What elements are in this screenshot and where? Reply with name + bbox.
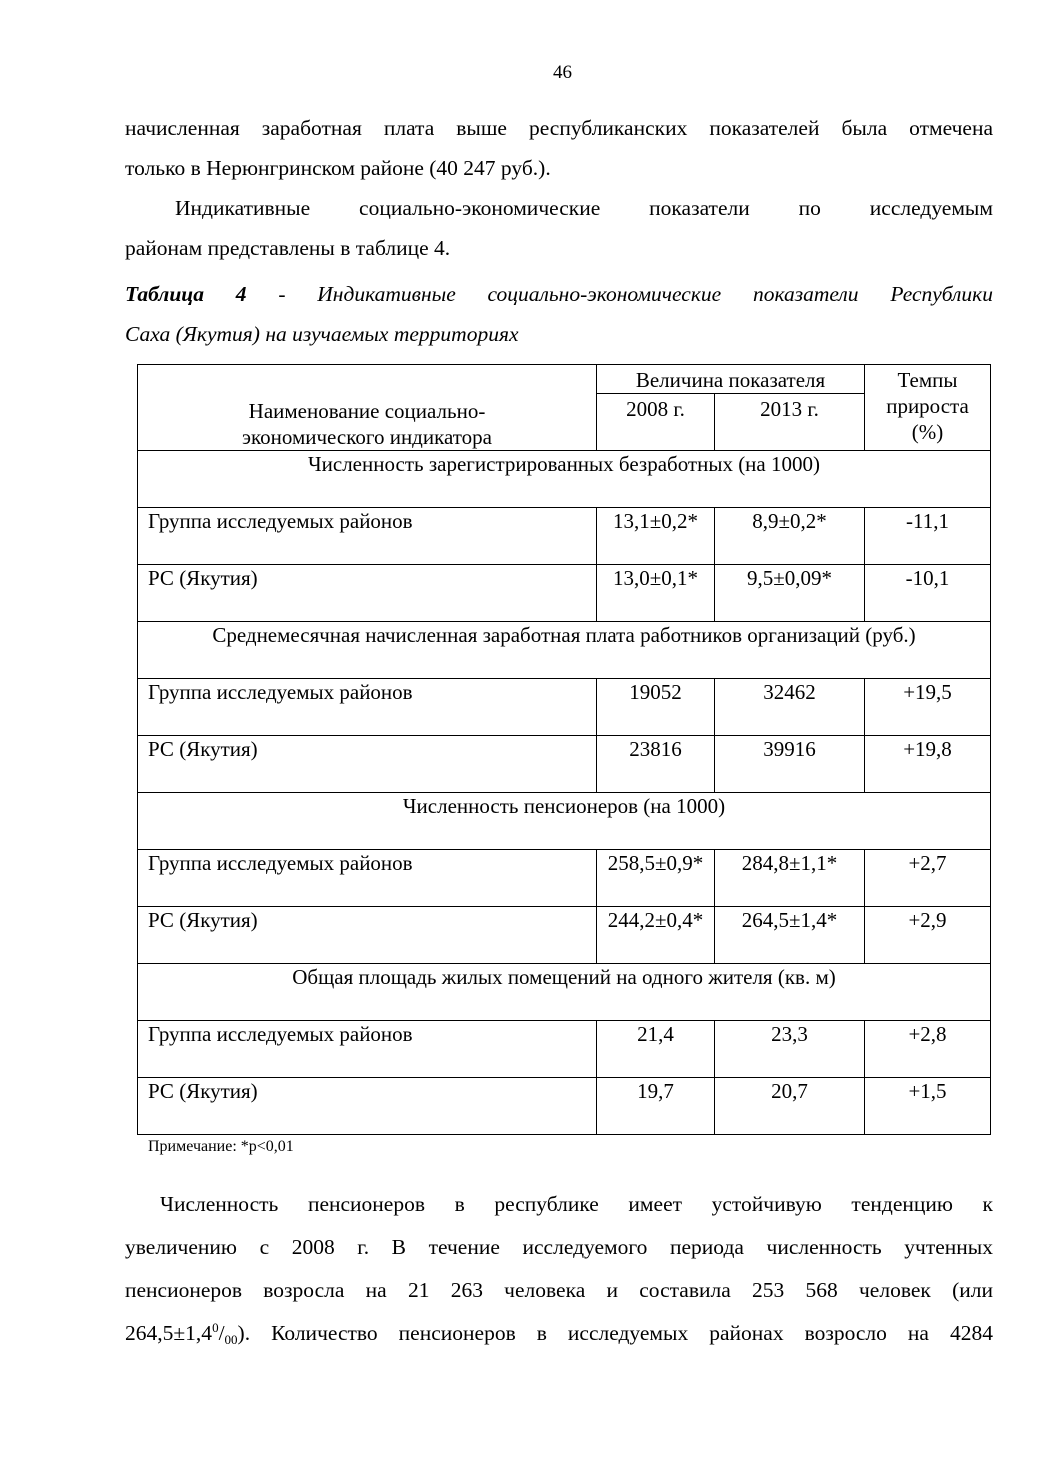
intro-line: только в Нерюнгринском районе (40 247 руб.). [125,156,551,180]
intro-line: районам представлены в таблице 4. [125,236,451,260]
value-2013: 284,8±1,1* [715,850,865,907]
growth-value: +2,8 [865,1021,991,1078]
value-2008: 258,5±0,9* [597,850,715,907]
value-2013: 32462 [715,679,865,736]
table-row [138,1021,991,1078]
value-2013: 39916 [715,736,865,793]
header-year-2008: 2008 г. [597,394,715,451]
outro-text: 264,5±1,4 [125,1321,213,1345]
value-2013: 8,9±0,2* [715,508,865,565]
growth-value: +2,9 [865,907,991,964]
outro-paragraph [125,1183,993,1355]
permille-slash: / [218,1321,225,1345]
section-row [138,964,991,1021]
section-title: Среднемесячная начисленная заработная плата работников организаций (руб.) [138,622,991,679]
table-row [138,907,991,964]
growth-value: -11,1 [865,508,991,565]
table-row [138,679,991,736]
intro-paragraph [125,108,993,268]
table-row [138,736,991,793]
row-name: Группа исследуемых районов [138,508,597,565]
caption-label: Таблица 4 [125,282,247,306]
header-text: экономического индикатора [241,425,492,449]
outro-line: Численность пенсионеров в республике имеет устойчивую тенденцию к [160,1192,993,1216]
table-row [138,565,991,622]
growth-value: +1,5 [865,1078,991,1135]
permille-sup: 0 [212,1320,219,1335]
section-row [138,622,991,679]
growth-value: +19,5 [865,679,991,736]
table-caption [125,274,993,354]
header-text: Темпы [897,368,958,392]
intro-line: начисленная заработная плата выше республиканских показателей была отмечена [125,116,993,140]
permille-sub: 00 [224,1332,238,1347]
caption-dash: - [246,282,318,306]
section-title: Общая площадь жилых помещений на одного жителя (кв. м) [138,964,991,1021]
table-row [138,850,991,907]
outro-line: пенсионеров возросла на 21 263 человека и составила 253 568 человек (или [125,1278,993,1302]
value-2013: 9,5±0,09* [715,565,865,622]
header-year-2013: 2013 г. [715,394,865,451]
intro-line: Индикативные социально-экономические показатели по исследуемым [175,196,993,220]
header-growth [865,365,991,451]
outro-line [125,1312,993,1355]
value-2008: 244,2±0,4* [597,907,715,964]
value-2008: 23816 [597,736,715,793]
table-note: Примечание: *р<0,01 [148,1138,294,1155]
section-row [138,793,991,850]
outro-text: ). Количество пенсионеров в исследуемых районах возросло на 4284 [237,1321,993,1345]
table-header-row [138,365,991,394]
row-name: РС (Якутия) [138,736,597,793]
row-name: РС (Якутия) [138,565,597,622]
row-name: Группа исследуемых районов [138,679,597,736]
page-number: 46 [553,62,572,83]
header-text: (%) [911,420,944,444]
value-2008: 21,4 [597,1021,715,1078]
caption-text: Индикативные социально-экономические показатели Республики [317,282,993,306]
header-value-group: Величина показателя [597,365,865,394]
header-text: прироста [886,394,969,418]
section-row [138,451,991,508]
section-title: Численность зарегистрированных безработных (на 1000) [138,451,991,508]
table-row [138,1078,991,1135]
row-name: Группа исследуемых районов [138,850,597,907]
value-2013: 264,5±1,4* [715,907,865,964]
value-2013: 23,3 [715,1021,865,1078]
growth-value: +19,8 [865,736,991,793]
value-2008: 13,1±0,2* [597,508,715,565]
value-2008: 19052 [597,679,715,736]
header-indicator-name [138,365,597,451]
value-2008: 19,7 [597,1078,715,1135]
row-name: РС (Якутия) [138,1078,597,1135]
value-2013: 20,7 [715,1078,865,1135]
growth-value: +2,7 [865,850,991,907]
section-title: Численность пенсионеров (на 1000) [138,793,991,850]
value-2008: 13,0±0,1* [597,565,715,622]
indicators-table [137,364,991,1135]
header-text: Наименование социально- [248,399,486,423]
row-name: Группа исследуемых районов [138,1021,597,1078]
growth-value: -10,1 [865,565,991,622]
caption-text: Саха (Якутия) на изучаемых территориях [125,322,519,346]
table-row [138,508,991,565]
row-name: РС (Якутия) [138,907,597,964]
outro-line: увеличению с 2008 г. В течение исследуемого периода численность учтенных [125,1235,993,1259]
